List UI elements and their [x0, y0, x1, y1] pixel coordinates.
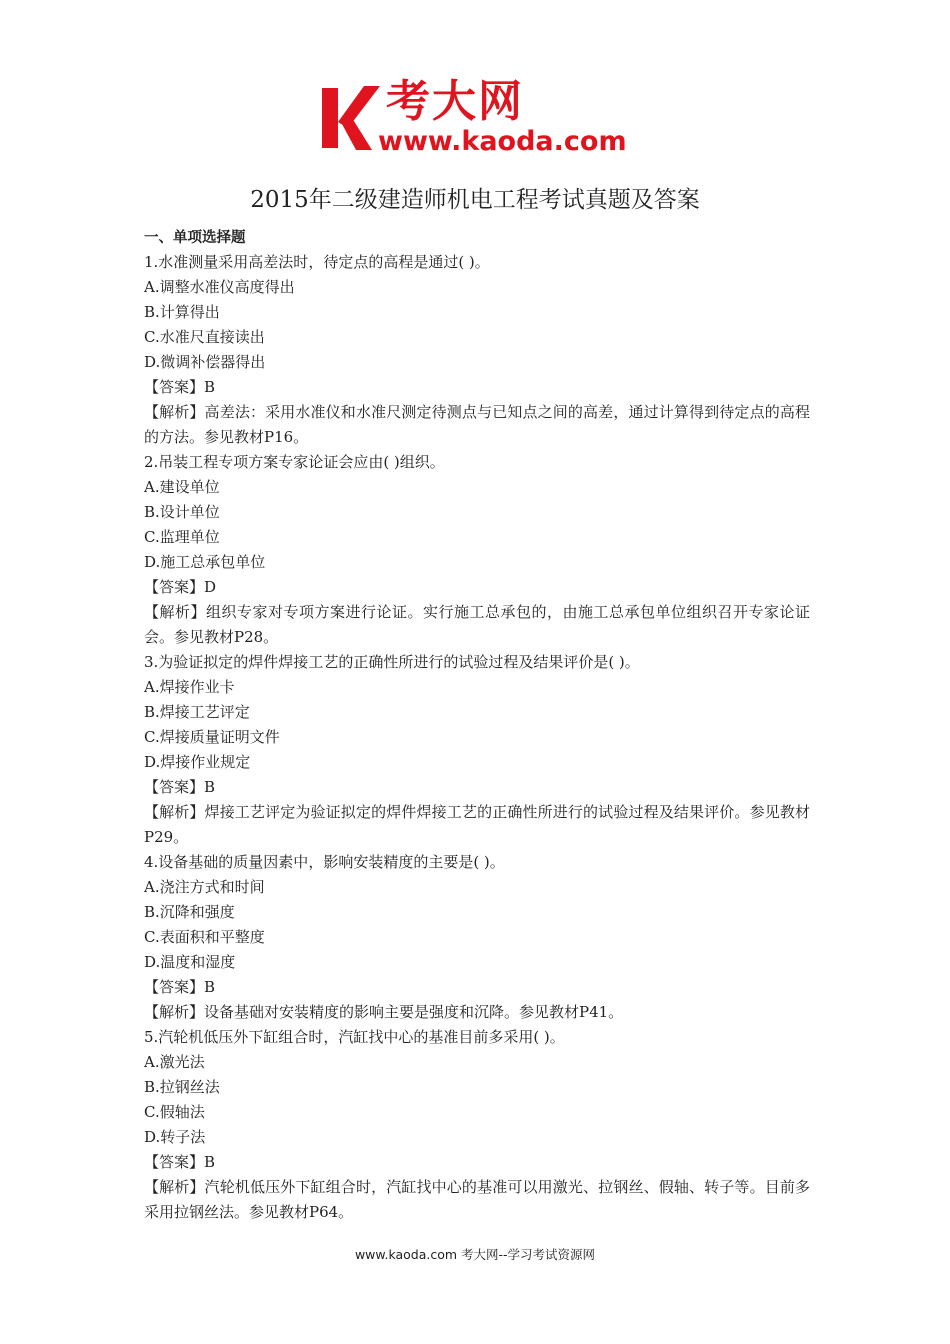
answer: 【答案】B [144, 378, 216, 396]
analysis: 【解析】高差法：采用水准仪和水准尺测定待测点与已知点之间的高差，通过计算得到待定点的高程的方法。参见教材P16。 [144, 403, 810, 446]
option-d: D.焊接作业规定 [144, 753, 251, 771]
option-a: A.激光法 [144, 1053, 205, 1071]
question-stem: 2.吊装工程专项方案专家论证会应由( )组织。 [144, 453, 445, 471]
option-c: C.监理单位 [144, 528, 220, 546]
option-c: C.焊接质量证明文件 [144, 728, 280, 746]
document-body [144, 226, 810, 1225]
option-c: C.水准尺直接读出 [144, 328, 265, 346]
question-stem: 1.水准测量采用高差法时，待定点的高程是通过( )。 [144, 253, 490, 271]
logo-brand-url: www.kaoda.com [378, 126, 627, 157]
page-title: 2015年二级建造师机电工程考试真题及答案 [250, 187, 700, 213]
question-block [144, 650, 810, 850]
answer: 【答案】B [144, 778, 216, 796]
option-b: B.沉降和强度 [144, 903, 235, 921]
option-a: A.浇注方式和时间 [144, 878, 265, 896]
answer: 【答案】B [144, 978, 216, 996]
question-stem: 4.设备基础的质量因素中，影响安装精度的主要是( )。 [144, 853, 505, 871]
question-block [144, 450, 810, 650]
option-a: A.焊接作业卡 [144, 678, 235, 696]
option-c: C.表面积和平整度 [144, 928, 265, 946]
analysis: 【解析】组织专家对专项方案进行论证。实行施工总承包的，由施工总承包单位组织召开专家论证会。参见教材P28。 [144, 603, 810, 646]
option-b: B.设计单位 [144, 503, 220, 521]
answer: 【答案】D [144, 578, 217, 596]
option-c: C.假轴法 [144, 1103, 205, 1121]
logo-brand-cn: 考大网 [386, 76, 524, 127]
option-a: A.调整水准仪高度得出 [144, 278, 295, 296]
page-footer: www.kaoda.com 考大网--学习考试资源网 [354, 1247, 596, 1262]
option-b: B.计算得出 [144, 303, 220, 321]
logo-k-mark-icon [318, 82, 380, 154]
kaoda-logo [318, 78, 638, 160]
question-stem: 5.汽轮机低压外下缸组合时，汽缸找中心的基准目前多采用( )。 [144, 1028, 565, 1046]
option-a: A.建设单位 [144, 478, 220, 496]
analysis: 【解析】焊接工艺评定为验证拟定的焊件焊接工艺的正确性所进行的试验过程及结果评价。参见教材P29。 [144, 803, 810, 846]
option-d: D.施工总承包单位 [144, 553, 266, 571]
question-block [144, 1025, 810, 1225]
analysis: 【解析】设备基础对安装精度的影响主要是强度和沉降。参见教材P41。 [144, 1003, 624, 1021]
question-stem: 3.为验证拟定的焊件焊接工艺的正确性所进行的试验过程及结果评价是( )。 [144, 653, 640, 671]
section-heading: 一、单项选择题 [144, 230, 246, 246]
question-block [144, 250, 810, 450]
analysis: 【解析】汽轮机低压外下缸组合时，汽缸找中心的基准可以用激光、拉钢丝、假轴、转子等。目前多采用拉钢丝法。参见教材P64。 [144, 1178, 810, 1221]
answer: 【答案】B [144, 1153, 216, 1171]
option-d: D.转子法 [144, 1128, 206, 1146]
option-b: B.拉钢丝法 [144, 1078, 220, 1096]
option-b: B.焊接工艺评定 [144, 703, 250, 721]
option-d: D.温度和湿度 [144, 953, 236, 971]
question-block [144, 850, 810, 1025]
option-d: D.微调补偿器得出 [144, 353, 266, 371]
